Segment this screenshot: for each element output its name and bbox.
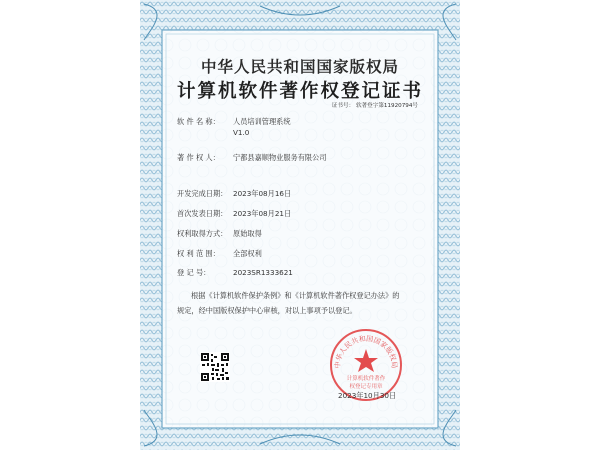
field-acquisition-method: [177, 229, 262, 239]
certificate-number-label: 证书号：: [331, 103, 355, 109]
certificate-title: 计算机软件著作权登记证书: [176, 81, 423, 102]
field-label: 登 记 号：: [177, 268, 211, 277]
seal-arc-text: 中华人民共和国国家版权局: [333, 334, 399, 369]
certificate: [140, 0, 460, 450]
star-icon: [354, 349, 378, 372]
field-value: 2023SR1333621: [233, 268, 293, 277]
field-value: 2023年08月16日: [233, 189, 292, 198]
field-label: 软 件 名 称：: [177, 117, 220, 126]
field-publication-date: [177, 209, 291, 219]
certificate-number: [332, 101, 418, 109]
field-software-name: [177, 117, 291, 127]
statement-line-2: 规定，经中国版权保护中心审核，对以上事项予以登记。: [177, 306, 357, 315]
seal-sub-2: 权登记专用章: [349, 384, 383, 390]
field-copyright-owner: [177, 153, 326, 163]
statement-line-1: 根据《计算机软件保护条例》和《计算机软件著作权登记办法》的: [191, 291, 400, 300]
field-value: 宁都县嘉顺物业服务有限公司: [233, 153, 327, 162]
field-label: 开发完成日期：: [177, 189, 228, 198]
certificate-number-value: 软著登字第11920794号: [355, 103, 418, 109]
field-registration-number: [177, 268, 293, 278]
field-label: 权利取得方式：: [177, 229, 228, 238]
seal-sub-1: 计算机软件著作: [346, 376, 386, 382]
issue-date: 2023年10月30日: [338, 391, 397, 400]
field-software-version: V1.0: [233, 128, 250, 137]
issuer-heading: 中华人民共和国国家版权局: [200, 57, 399, 76]
field-value: 全部权利: [233, 249, 262, 258]
field-rights-scope: [177, 249, 262, 259]
field-label: 首次发表日期：: [177, 209, 228, 218]
field-value: 2023年08月21日: [233, 209, 292, 218]
field-label: 权 利 范 围：: [177, 249, 220, 258]
field-value: 原始取得: [233, 229, 262, 238]
field-completion-date: [177, 189, 291, 199]
field-label: 著 作 权 人：: [177, 153, 220, 162]
qr-code: [200, 352, 230, 382]
field-value: 人员培训管理系统: [233, 117, 291, 126]
